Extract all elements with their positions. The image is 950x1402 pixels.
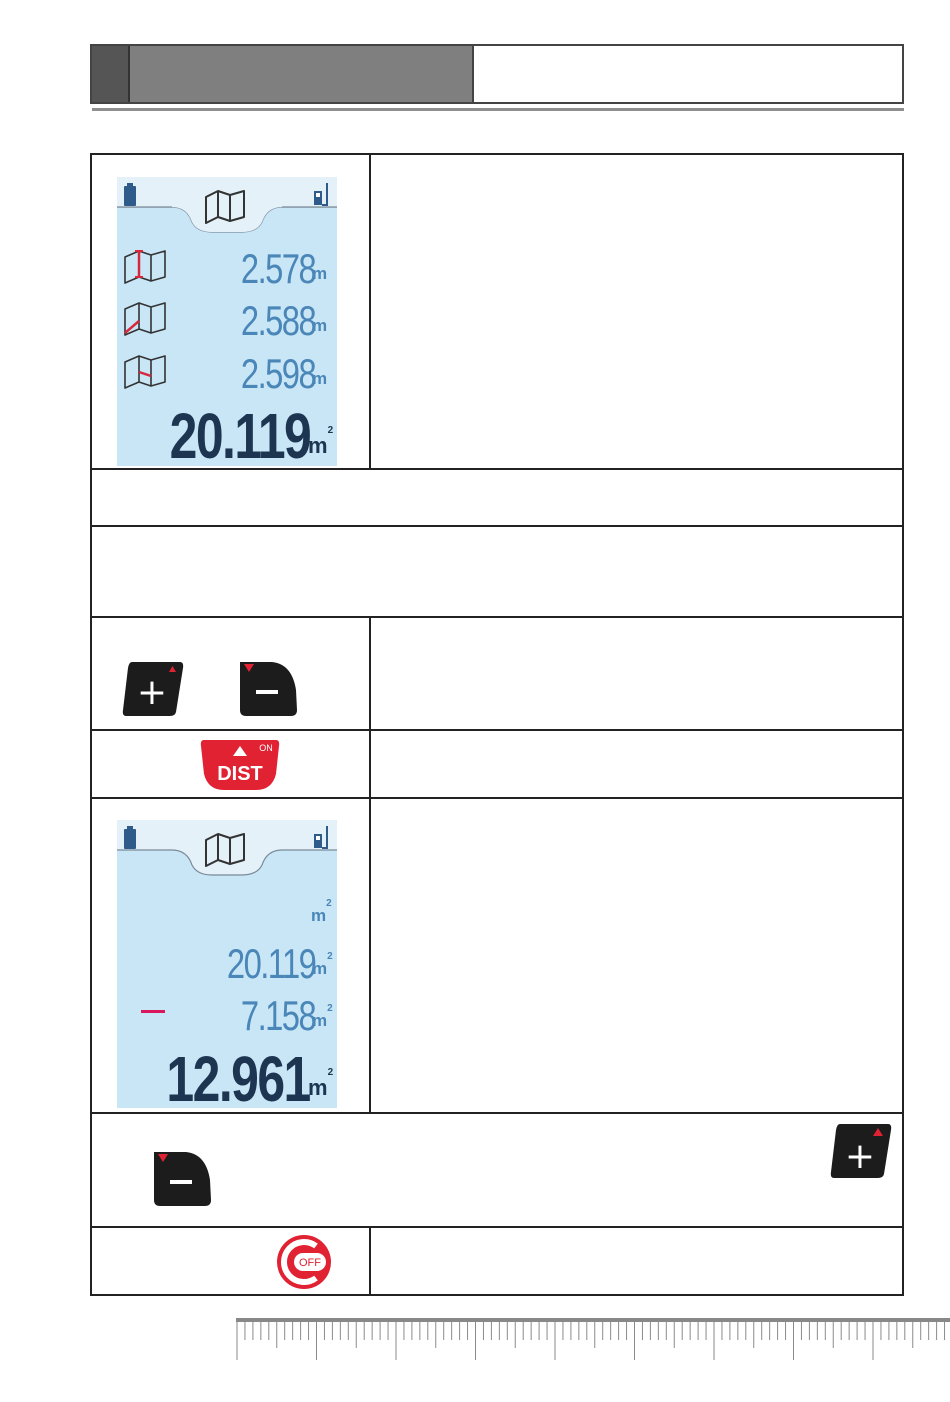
column-divider	[369, 153, 371, 469]
column-divider	[369, 616, 371, 799]
plus-key-icon[interactable]	[830, 1122, 892, 1180]
lcd-row-1-unit: $m^2$	[312, 951, 333, 978]
page-header-bar	[90, 44, 904, 104]
dist-key-icon[interactable]	[200, 738, 280, 792]
lcd-display-area-subtraction	[117, 820, 337, 1108]
header-tab-marker	[92, 46, 130, 102]
table-row-divider	[90, 468, 904, 470]
lcd-row-2-value: 2.588	[240, 297, 315, 344]
table-row-divider	[90, 729, 904, 731]
lcd-row-1-value: 20.119	[226, 940, 315, 987]
wall-area-icon	[204, 189, 248, 225]
svg-text:DIST: DIST	[217, 763, 263, 785]
battery-icon	[123, 826, 137, 850]
column-divider	[369, 1226, 371, 1296]
bottom-edge-icon	[121, 352, 167, 390]
column-divider	[369, 797, 371, 1113]
wall-area-icon	[204, 832, 248, 868]
svg-text:OFF: OFF	[299, 1257, 321, 1269]
minus-operator-icon	[141, 1010, 165, 1013]
minus-key-icon[interactable]	[236, 660, 298, 718]
reference-rear-icon	[312, 824, 334, 852]
lcd-result-unit: $m^2$	[308, 424, 334, 458]
lcd-result-value: 12.961	[166, 1043, 310, 1108]
table-row-divider	[90, 797, 904, 799]
header-rule	[92, 108, 904, 111]
battery-icon	[123, 183, 137, 207]
table-row-divider	[90, 1112, 904, 1114]
table-row-divider	[90, 525, 904, 527]
lcd-row-1-unit: m	[312, 264, 328, 283]
lcd-result-value: 20.119	[169, 400, 310, 466]
minus-key-icon[interactable]	[150, 1150, 212, 1208]
clear-off-key-icon[interactable]	[276, 1234, 332, 1290]
width-edge-icon	[121, 299, 167, 337]
ruler-scale	[236, 1318, 950, 1360]
table-row-divider	[90, 616, 904, 618]
lcd-display-area-result	[117, 177, 337, 466]
table-row-divider	[90, 1226, 904, 1228]
lcd-unit-indicator: $m^2$	[311, 898, 332, 925]
lcd-row-2-unit: m	[312, 316, 328, 335]
svg-text:+: +	[844, 1136, 876, 1177]
lcd-row-3-unit: m	[312, 369, 328, 388]
height-edge-icon	[121, 247, 167, 285]
header-section-block	[130, 46, 474, 102]
svg-text:ON: ON	[259, 743, 273, 753]
lcd-result-unit: $m^2$	[308, 1066, 334, 1100]
lcd-row-2-value: 7.158	[240, 992, 315, 1039]
lcd-row-1-value: 2.578	[240, 245, 315, 292]
plus-key-icon[interactable]	[122, 660, 184, 718]
lcd-row-2-unit: $m^2$	[312, 1003, 333, 1030]
reference-rear-icon	[312, 181, 334, 209]
svg-text:+: +	[136, 672, 168, 713]
lcd-row-3-value: 2.598	[240, 350, 315, 397]
